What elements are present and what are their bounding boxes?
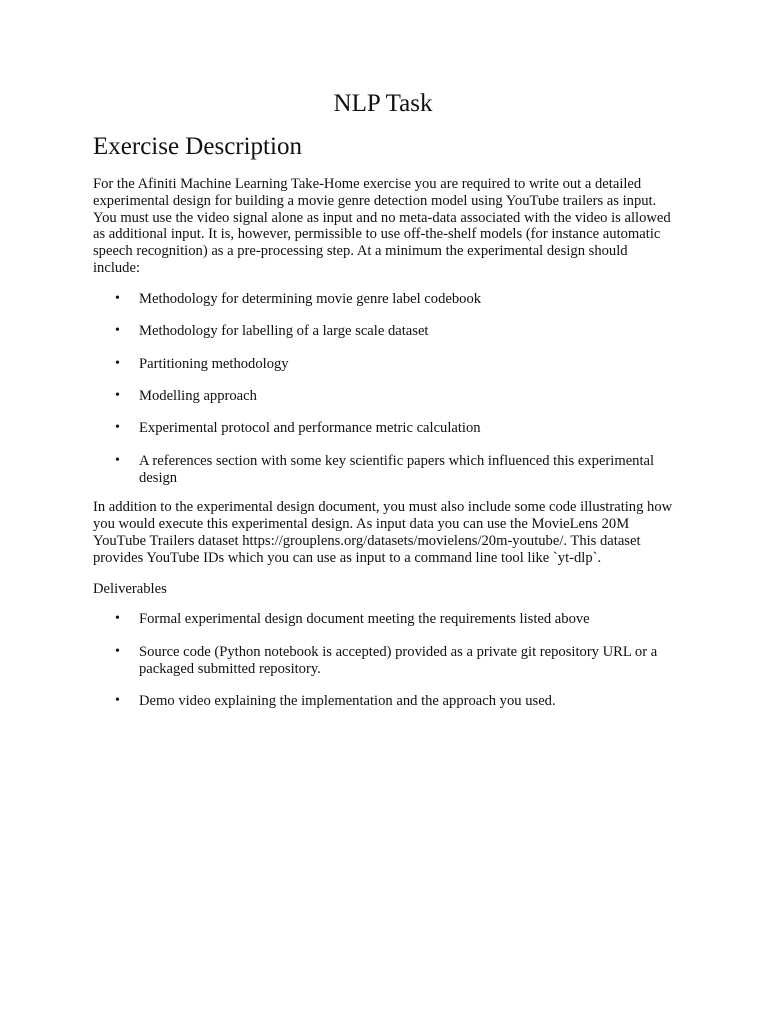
list-item-text: Formal experimental design document meeting the requirements listed above (139, 611, 590, 628)
deliverables-list (93, 611, 673, 709)
deliverables-label: Deliverables (93, 580, 167, 597)
bullet-icon: • (115, 643, 120, 659)
bullet-icon: • (115, 290, 120, 306)
list-item-text: Experimental protocol and performance metric calculation (139, 420, 481, 437)
list-item (93, 611, 673, 628)
intro-paragraph: For the Afiniti Machine Learning Take-Home exercise you are required to write out a detailed experimental design for building a movie genre detection model using YouTube trailers as input. You must use the video signal alone as input and no meta-data associated with the video is allowed as additional input. It is, however, permissible to use off-the-shelf models (for instance automatic speech recognition) as a pre-processing step. At a minimum the experimental design should include: (93, 176, 671, 276)
list-item (93, 356, 673, 373)
code-paragraph: In addition to the experimental design document, you must also include some code illustrating how you would execute this experimental design. As input data you can use the MovieLens 20M YouTube Trailers dataset https://grouplens.org/datasets/movielens/20m-youtube/. This dataset provides YouTube IDs which you can use as input to a command line tool like `yt-dlp`. (93, 499, 673, 566)
list-item-text: Methodology for labelling of a large scale dataset (139, 323, 429, 340)
section-heading: Exercise Description (93, 133, 302, 160)
bullet-icon: • (115, 387, 120, 403)
requirements-list (93, 291, 673, 487)
list-item-text: Demo video explaining the implementation and the approach you used. (139, 692, 556, 709)
list-item (93, 420, 673, 437)
list-item (93, 323, 673, 340)
bullet-icon: • (115, 452, 120, 468)
list-item (93, 388, 673, 405)
list-item (93, 644, 673, 678)
list-item-text: Methodology for determining movie genre label codebook (139, 290, 482, 307)
list-item (93, 453, 673, 487)
bullet-icon: • (115, 355, 120, 371)
document-title: NLP Task (333, 90, 433, 117)
list-item-text: A references section with some key scientific papers which influenced this experimental design (139, 452, 655, 486)
bullet-icon: • (115, 323, 120, 339)
list-item-text: Partitioning methodology (139, 355, 289, 372)
document-page (93, 88, 673, 725)
list-item-text: Modelling approach (139, 387, 257, 404)
bullet-icon: • (115, 611, 120, 627)
list-item (93, 291, 673, 308)
bullet-icon: • (115, 420, 120, 436)
bullet-icon: • (115, 692, 120, 708)
list-item (93, 693, 673, 710)
list-item-text: Source code (Python notebook is accepted) provided as a private git repository URL or a packaged submitted repository. (139, 643, 658, 677)
